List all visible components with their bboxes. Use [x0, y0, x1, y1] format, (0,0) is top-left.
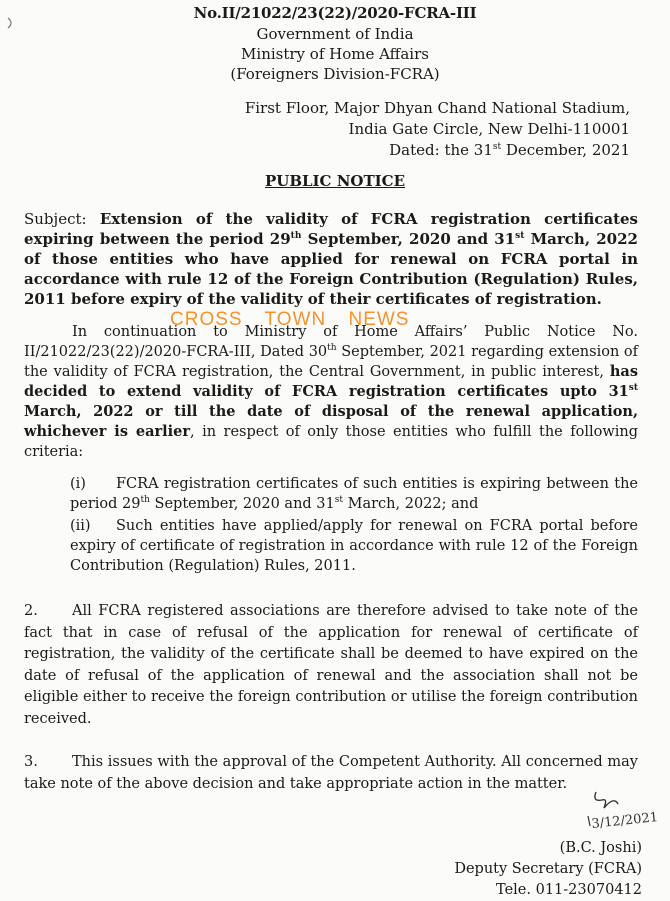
address-line-1: First Floor, Major Dhyan Chand National Stadium,: [244, 99, 630, 117]
criteria-item-1: (i) FCRA registration certificates of such entities is expiring between the period 29th September, 2020 and 31st March, 2022; and: [70, 476, 638, 512]
ministry-heading: Ministry of Home Affairs: [241, 45, 429, 63]
paragraph-2: 2. All FCRA registered associations are therefore advised to take note of the fact that in case of refusal of the application for renewal of certificate of registration, the validity of the certificate shall be deemed to have expired on the date of refusal of the application of renewal and the association shall not be eligible either to receive the foreign contribution or utilise the foreign contribution received.: [24, 603, 638, 727]
signatory-block: [454, 838, 642, 901]
subject-label: Subject:: [24, 210, 87, 228]
dated-line: Dated: the 31st December, 2021: [389, 141, 630, 159]
svg-text:3/12/2021: 3/12/2021: [590, 810, 659, 832]
signatory-telephone: Tele. 011-23070412: [496, 882, 642, 898]
address-line-2: India Gate Circle, New Delhi-110001: [348, 120, 630, 138]
page-title: PUBLIC NOTICE: [264, 172, 406, 190]
signatory-name: (B.C. Joshi): [559, 840, 642, 856]
office-address: [245, 98, 630, 161]
handwritten-signature: [566, 786, 670, 834]
subject-paragraph: Subject: Extension of the validity of FCRA registration certificates expiring between the period 29th September, 2020 and 31st March, 2022 of those entities who have applied for renewal on FCRA portal in accordance with rule 12 of the Foreign Contribution (Regulation) Rules, 2011 before expiry of the validity of their certificates of registration.: [24, 210, 638, 308]
criteria-item-2: (ii) Such entities have applied/apply for renewal on FCRA portal before expiry of certificate of registration in accordance with rule 12 of the Foreign Contribution (Regulation) Rules, 2011.: [70, 518, 638, 574]
reference-number: No.II/21022/23(22)/2020-FCRA-III: [193, 4, 477, 22]
division-heading: (Foreigners Division-FCRA): [230, 65, 440, 83]
paragraph-3: 3. This issues with the approval of the Competent Authority. All concerned may take note of the above decision and take appropriate action in the matter.: [24, 754, 638, 792]
paragraph-1: In continuation to Ministry of Home Affairs’ Public Notice No. II/21022/23(22)/2020-FCRA-III, Dated 30th September, 2021 regarding extension of the validity of FCRA registration, the Central Government, in public interest, has decided to extend validity of FCRA registration certificates upto 31st March, 2022 or till the date of disposal of the renewal application, whichever is earlier, in respect of only those entities who fulfill the following criteria:: [24, 324, 639, 460]
signatory-designation: Deputy Secretary (FCRA): [454, 861, 642, 877]
govt-heading: Government of India: [256, 25, 414, 43]
watermark: CROSS TOWN NEWS: [170, 309, 410, 330]
